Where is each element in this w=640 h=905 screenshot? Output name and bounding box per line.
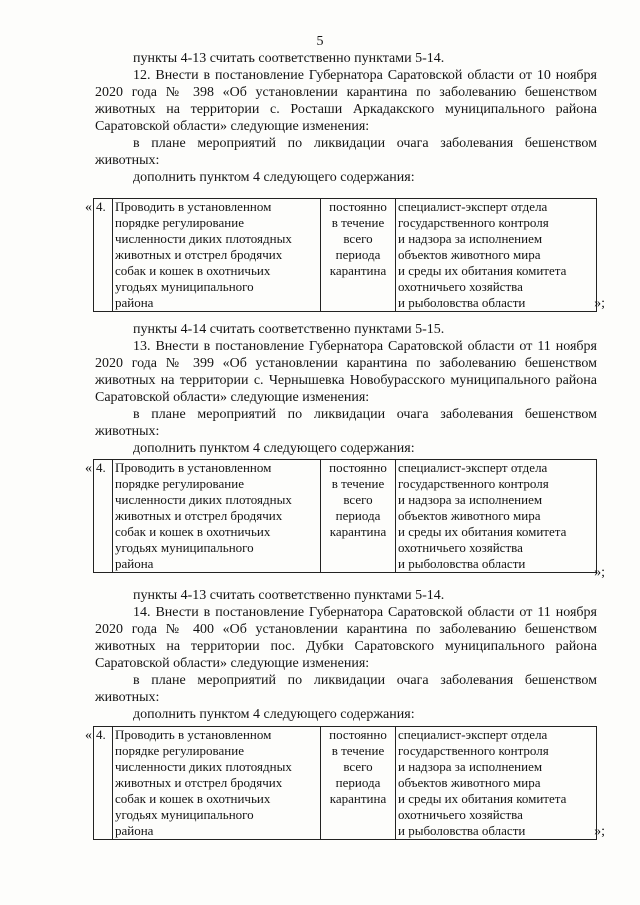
paragraph: 13. Внести в постановление Губернатора Саратовской области от 11 ноября 2020 года № 399 «Об установлении карантина по заболеванию бешенством животных на территории с. Чернышевка Новобурасского муниципального района Саратовской области» следующие изменения:: [95, 339, 597, 405]
item-number: 4.: [94, 727, 113, 840]
action-cell: [113, 460, 321, 573]
responsible-line: государственного контроля: [398, 743, 549, 758]
action-line: животных и отстрел бродячих: [115, 508, 283, 523]
action-cell: [113, 727, 321, 840]
action-line: угодьях муниципального: [115, 540, 254, 555]
paragraph: пункты 4-13 считать соответственно пунктами 5-14.: [133, 588, 445, 603]
responsible-line: и рыболовства области: [398, 556, 526, 571]
action-line: собак и кошек в охотничьих: [115, 524, 271, 539]
open-quote: «: [85, 728, 92, 743]
responsible-line: государственного контроля: [398, 476, 549, 491]
action-line: животных и отстрел бродячих: [115, 775, 283, 790]
responsible-line: охотничьего хозяйства: [398, 807, 523, 822]
responsible-line: специалист-эксперт отдела: [398, 460, 548, 475]
action-line: района: [115, 295, 154, 310]
responsible-line: и среды их обитания комитета: [398, 791, 567, 806]
responsible-cell: [396, 199, 597, 312]
action-cell: [113, 199, 321, 312]
responsible-line: и надзора за исполнением: [398, 231, 543, 246]
open-quote: «: [85, 200, 92, 215]
action-line: численности диких плотоядных: [115, 759, 292, 774]
term-line: карантина: [329, 263, 387, 278]
action-line: угодьях муниципального: [115, 279, 254, 294]
paragraph: в плане мероприятий по ликвидации очага заболевания бешенством животных:: [95, 136, 597, 168]
measures-table: [93, 459, 597, 573]
responsible-line: специалист-эксперт отдела: [398, 199, 548, 214]
paragraph: дополнить пунктом 4 следующего содержания:: [133, 170, 415, 185]
paragraph: 12. Внести в постановление Губернатора Саратовской области от 10 ноября 2020 года № 398 «Об установлении карантина по заболеванию бешенством животных на территории с. Росташи Аркадакского муниципального района Саратовской области» следующие изменения:: [95, 68, 597, 134]
term-line: периода: [335, 247, 381, 262]
action-line: района: [115, 823, 154, 838]
action-line: порядке регулирование: [115, 743, 244, 758]
item-number: 4.: [94, 199, 113, 312]
paragraph: дополнить пунктом 4 следующего содержания:: [133, 441, 415, 456]
term-line: всего: [343, 231, 373, 246]
action-line: численности диких плотоядных: [115, 492, 292, 507]
term-line: всего: [343, 759, 373, 774]
text-block-1: [95, 50, 597, 186]
responsible-line: и рыболовства области: [398, 295, 526, 310]
term-line: периода: [335, 775, 381, 790]
responsible-line: охотничьего хозяйства: [398, 540, 523, 555]
term-line: в течение: [331, 215, 385, 230]
responsible-line: и рыболовства области: [398, 823, 526, 838]
measures-table: [93, 198, 597, 312]
term-cell: [321, 199, 396, 312]
action-line: Проводить в установленном: [115, 727, 272, 742]
term-line: постоянно: [329, 727, 387, 742]
paragraph: пункты 4-14 считать соответственно пунктами 5-15.: [133, 322, 445, 337]
close-quote: »;: [594, 565, 605, 580]
action-line: порядке регулирование: [115, 476, 244, 491]
item-number: 4.: [94, 460, 113, 573]
paragraph: дополнить пунктом 4 следующего содержания:: [133, 707, 415, 722]
responsible-line: охотничьего хозяйства: [398, 279, 523, 294]
term-line: постоянно: [329, 199, 387, 214]
paragraph: в плане мероприятий по ликвидации очага заболевания бешенством животных:: [95, 673, 597, 705]
measures-table: [93, 726, 597, 840]
table-row: [94, 727, 597, 840]
action-line: угодьях муниципального: [115, 807, 254, 822]
term-line: всего: [343, 492, 373, 507]
text-block-3: [95, 587, 597, 723]
responsible-cell: [396, 460, 597, 573]
term-line: карантина: [329, 524, 387, 539]
responsible-cell: [396, 727, 597, 840]
action-line: животных и отстрел бродячих: [115, 247, 283, 262]
responsible-line: и среды их обитания комитета: [398, 524, 567, 539]
close-quote: »;: [594, 296, 605, 311]
table-row: [94, 199, 597, 312]
text-block-2: [95, 321, 597, 457]
term-cell: [321, 460, 396, 573]
term-line: карантина: [329, 791, 387, 806]
open-quote: «: [85, 461, 92, 476]
paragraph: 14. Внести в постановление Губернатора Саратовской области от 11 ноября 2020 года № 400 «Об установлении карантина по заболеванию бешенством животных на территории пос. Дубки Саратовского муниципального района Саратовской области» следующие изменения:: [95, 605, 597, 671]
responsible-line: и среды их обитания комитета: [398, 263, 567, 278]
action-line: собак и кошек в охотничьих: [115, 263, 271, 278]
term-line: периода: [335, 508, 381, 523]
paragraph: в плане мероприятий по ликвидации очага заболевания бешенством животных:: [95, 407, 597, 439]
responsible-line: объектов животного мира: [398, 508, 541, 523]
close-quote: »;: [594, 824, 605, 839]
action-line: Проводить в установленном: [115, 460, 272, 475]
responsible-line: объектов животного мира: [398, 775, 541, 790]
responsible-line: и надзора за исполнением: [398, 492, 543, 507]
action-line: Проводить в установленном: [115, 199, 272, 214]
action-line: порядке регулирование: [115, 215, 244, 230]
term-line: постоянно: [329, 460, 387, 475]
responsible-line: объектов животного мира: [398, 247, 541, 262]
action-line: района: [115, 556, 154, 571]
responsible-line: государственного контроля: [398, 215, 549, 230]
table-row: [94, 460, 597, 573]
term-line: в течение: [331, 476, 385, 491]
action-line: численности диких плотоядных: [115, 231, 292, 246]
action-line: собак и кошек в охотничьих: [115, 791, 271, 806]
term-line: в течение: [331, 743, 385, 758]
responsible-line: и надзора за исполнением: [398, 759, 543, 774]
page-number: 5: [316, 34, 324, 49]
responsible-line: специалист-эксперт отдела: [398, 727, 548, 742]
paragraph: пункты 4-13 считать соответственно пунктами 5-14.: [133, 51, 445, 66]
term-cell: [321, 727, 396, 840]
